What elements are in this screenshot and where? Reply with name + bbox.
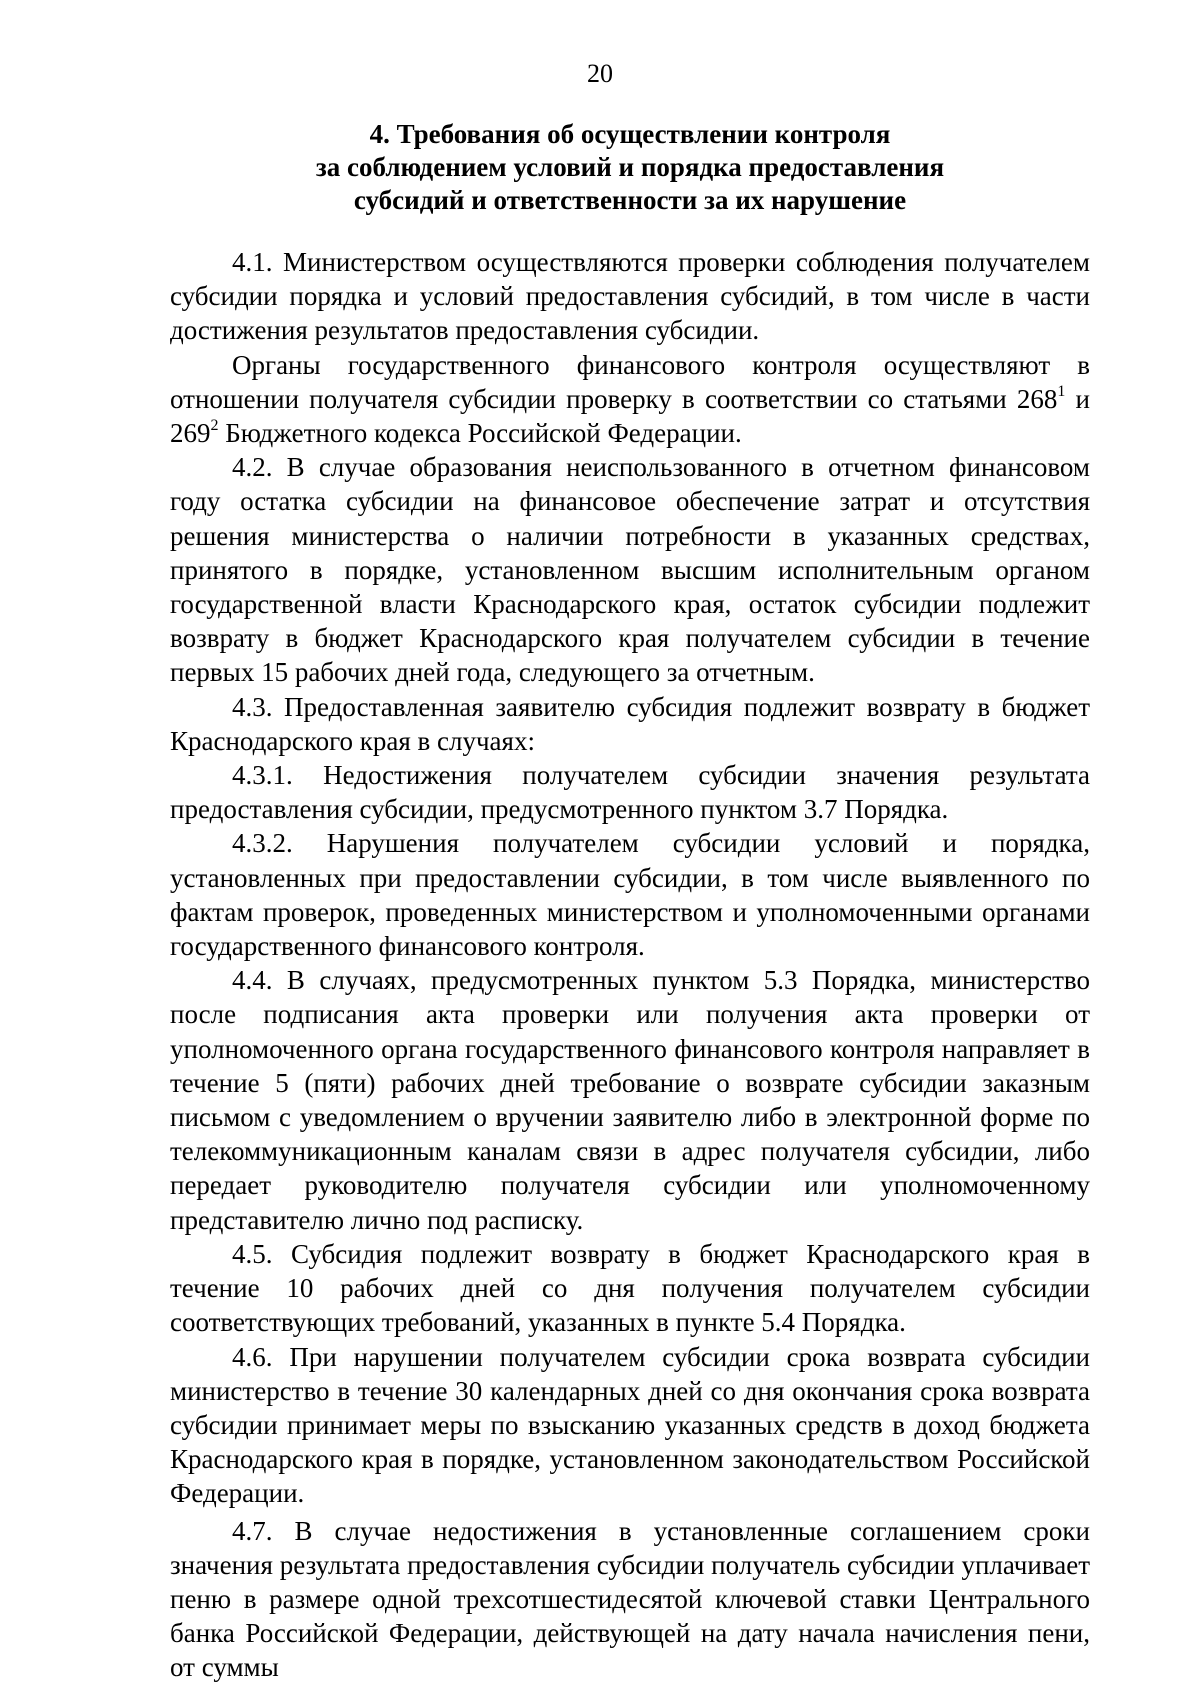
section-heading [170, 118, 1090, 217]
superscript: 1 [1057, 382, 1066, 400]
paragraph-text: и 269 [170, 383, 1091, 449]
paragraph-4-2: 4.2. В случае образования неиспользованного в отчетном финансовом году остатка субсидии на финансовое обеспечение затрат и отсутствия решения министерства о наличии потребности в указанных средствах, принятого в порядке, установленном высшим исполнительным органом государственной власти Краснодарского края, остаток субсидии подлежит возврату в бюджет Краснодарского края получателем субсидии в течение первых 15 рабочих дней года, следующего за отчетным. [170, 452, 1090, 688]
paragraph-4-1: 4.1. Министерством осуществляются проверки соблюдения получателем субсидии порядка и условий предоставления субсидий, в том числе в части достижения результатов предоставления субсидии. [170, 247, 1090, 346]
paragraph-4-5: 4.5. Субсидия подлежит возврату в бюджет Краснодарского края в течение 10 рабочих дней со дня получения получателем субсидии соответствующих требований, указанных в пункте 5.4 Порядка. [170, 1238, 1090, 1338]
heading-line: 4. Требования об осуществлении контроля [369, 119, 891, 149]
heading-line: за соблюдением условий и порядка предоставления [315, 152, 945, 182]
paragraph-text: Органы государственного финансового контроля осуществляют в отношении получателя субсидии проверку в соответствии со статьями 268 [170, 349, 1090, 414]
paragraph-text: Бюджетного кодекса Российской Федерации. [218, 418, 742, 449]
paragraph-4-6: 4.6. При нарушении получателем субсидии срока возврата субсидии министерство в течение 30 календарных дней со дня окончания срока возврата субсидии принимает меры по взысканию указанных средств в доход бюджета Краснодарского края в порядке, установленном законодательством Российской Федерации. [170, 1341, 1090, 1509]
document-body [170, 245, 1090, 1685]
page-number: 20 [587, 59, 613, 88]
paragraph-4-3-2: 4.3.2. Нарушения получателем субсидии условий и порядка, установленных при предоставлении субсидии, в том числе выявленного по фактам проверок, проведенных министерством и уполномоченными органами государственного финансового контроля. [170, 828, 1090, 962]
paragraph-4-3: 4.3. Предоставленная заявителю субсидия подлежит возврату в бюджет Краснодарского края в случаях: [170, 691, 1090, 756]
paragraph-4-3-1: 4.3.1. Недостижения получателем субсидии значения результата предоставления субсидии, предусмотренного пунктом 3.7 Порядка. [170, 760, 1090, 825]
paragraph-4-4: 4.4. В случаях, предусмотренных пунктом 5.3 Порядка, министерство после подписания акта проверки или получения акта проверки от уполномоченного органа государственного финансового контроля направляет в течение 5 (пяти) рабочих дней требование о возврате субсидии заказным письмом с уведомлением о вручении заявителю либо в электронной форме по телекоммуникационным каналам связи в адрес получателя субсидии, либо передает руководителю получателя субсидии или уполномоченному представителю лично под расписку. [170, 965, 1090, 1235]
paragraph-control-bodies [170, 348, 1090, 451]
heading-line: субсидий и ответственности за их нарушение [353, 185, 907, 215]
paragraph-4-7: 4.7. В случае недостижения в установленные соглашением сроки значения результата предоставления субсидии получатель субсидии уплачивает пеню в размере одной трехсотшестидесятой ключевой ставки Центрального банка Российской Федерации, действующей на дату начала начисления пени, от суммы [170, 1515, 1090, 1683]
superscript: 2 [210, 417, 219, 435]
